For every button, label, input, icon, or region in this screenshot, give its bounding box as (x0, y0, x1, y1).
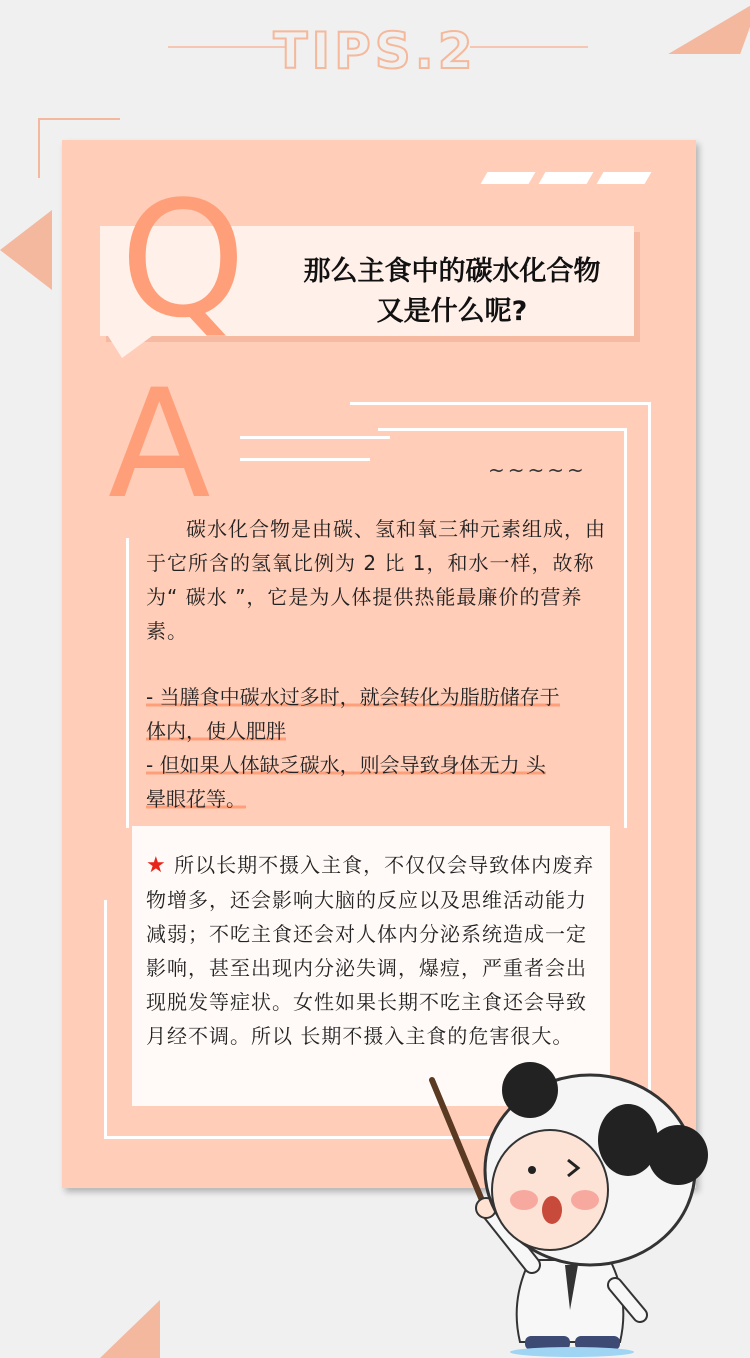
bullet-2-line-1: - 但如果人体缺乏碳水，则会导致身体无力 头 (146, 753, 546, 777)
bullet-2-line-2: 晕眼花等。 (146, 787, 246, 811)
answer-line-short (240, 436, 390, 439)
answer-paragraph: 碳水化合物是由碳、氢和氧三种元素组成，由于它所含的氢氧比例为 2 比 1，和水一样，故称为“ 碳水 ”，它是为人体提供热能最廉价的营养素。 (146, 517, 606, 643)
answer-frame-right (648, 402, 651, 1142)
star-icon: ★ (146, 853, 167, 878)
answer-bullets (146, 680, 606, 816)
answer-frame-top (350, 402, 650, 405)
bullet-1-line-1: - 当膳食中碳水过多时，就会转化为脂肪储存于 (146, 685, 560, 709)
corner-triangle-bottom-left (100, 1300, 160, 1358)
note-text: 所以长期不摄入主食，不仅仅会导致体内废弃物增多，还会影响大脑的反应以及思维活动能力减弱；不吃主食还会对人体内分泌系统造成一定影响，甚至出现内分泌失调，爆痘，严重者会出现脱发等症状。女性如果长期不吃主食还会导致月经不调。所以 长期不摄入主食的危害很大。 (146, 853, 595, 1048)
answer-frame-inner-right (624, 428, 627, 828)
corner-triangle-left (0, 210, 52, 290)
answer-frame-inner-top (378, 428, 626, 431)
question-text: 那么主食中的碳水化合物 又是什么呢? (303, 256, 601, 327)
question-letter: Q (120, 166, 246, 353)
card-outline-v (38, 118, 40, 178)
tilde-decoration: ~~~~~ (488, 458, 587, 482)
bullet-1-line-2: 体内，使人肥胖 (146, 719, 286, 743)
note-text-block (146, 848, 602, 1053)
panda-doctor-mascot (420, 1060, 730, 1358)
answer-frame-left (126, 538, 129, 828)
answer-letter: A (108, 358, 211, 532)
page-title: TIPS.2 (273, 22, 477, 80)
answer-line-short2 (240, 458, 370, 461)
card-outline (38, 118, 120, 120)
answer-frame-bottom-left (104, 900, 107, 1138)
stripe-decoration (484, 172, 654, 186)
